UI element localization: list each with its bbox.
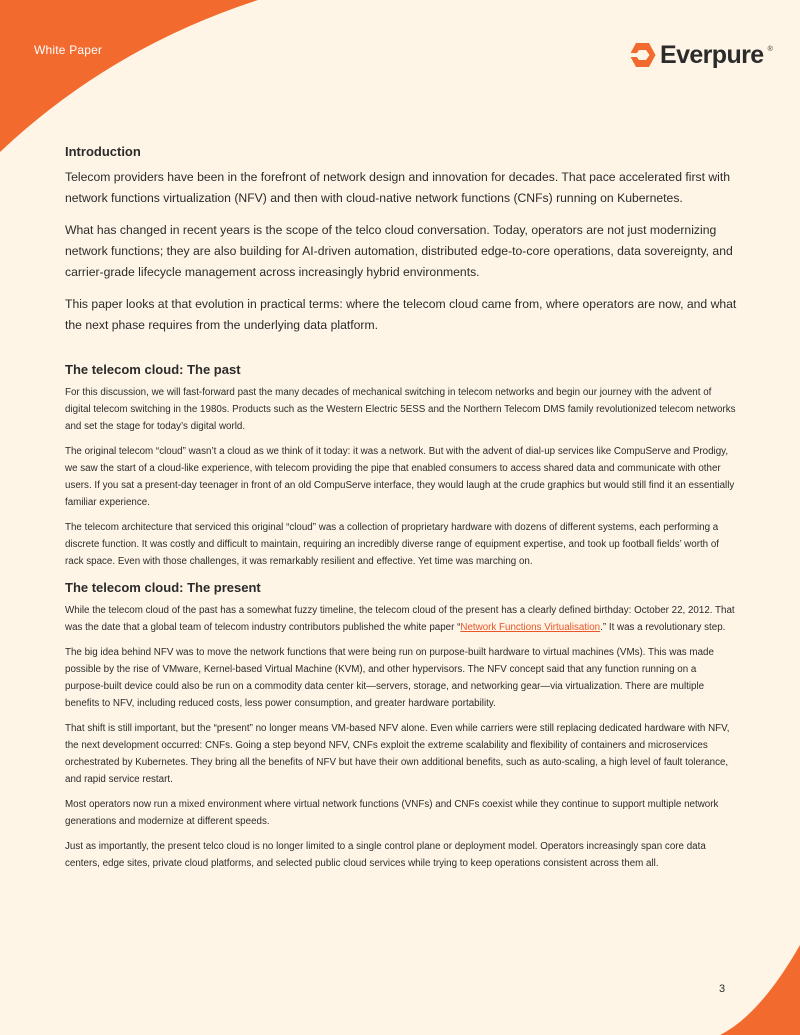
- past-paragraph: The telecom architecture that serviced this original “cloud” was a collection of proprietary hardware with dozens of different systems, each performing a discrete function. It was costly and difficult to maintain, requiring an incredibly diverse range of equipment expertise, and took up football fields’ worth of rack space. Even with those challenges, it was remarkably resilient and effective. Yet time was marching on.: [65, 521, 720, 567]
- logo-wordmark: Everpure: [660, 40, 764, 69]
- corner-decoration-top-left: [0, 0, 260, 155]
- past-paragraph: The original telecom “cloud” wasn’t a cloud as we think of it today: it was a network. But with the advent of dial-up services like CompuServe and Prodigy, we saw the start of a cloud-like experience, with telecom providing the pipe that enabled consumers to access shared data and communicate with other users. If you sat a present-day teenager in front of an old CompuServe interface, they would laugh at the crude graphics but would still find it an essentially familiar experience.: [65, 445, 735, 508]
- present-paragraph: The big idea behind NFV was to move the network functions that were being run on purpose-built hardware to virtual machines (VMs). This was made possible by the rise of VMware, Kernel-based Virtual Machine (KVM), and other hypervisors. The NFV concept said that any function running on a purpose-built device could also be run on a commodity data center kit—servers, storage, and networking gear—via virtualization. There are multiple benefits to NFV, including reduced costs, less power consumption, and greater hardware portability.: [65, 646, 714, 709]
- present-paragraph-text: While the telecom cloud of the past has a somewhat fuzzy timeline, the telecom cloud of the present has a clearly defined birthday: October 22, 2012. That was the date that a global team of telecom industry contributors published the white paper “: [65, 604, 735, 633]
- present-paragraph-text: .” It was a revolutionary step.: [600, 621, 726, 633]
- corner-decoration-bottom-right: [720, 945, 800, 1035]
- present-paragraph: Just as importantly, the present telco cloud is no longer limited to a single control plane or deployment model. Operators increasingly span core data centers, edge sites, private cloud platforms, and selected public cloud services while trying to keep operations consistent across them all.: [65, 840, 706, 869]
- present-paragraph: [65, 602, 737, 636]
- logo-trademark: ®: [767, 46, 773, 53]
- nfv-whitepaper-link[interactable]: Network Functions Virtualisation: [460, 621, 601, 633]
- intro-paragraph: This paper looks at that evolution in practical terms: where the telecom cloud came from, where operators are now, and what the next phase requires from the underlying data platform.: [65, 296, 737, 332]
- everpure-logo: [629, 42, 773, 68]
- present-paragraph: Most operators now run a mixed environment where virtual network functions (VNFs) and CNFs coexist while they continue to support multiple network generations and modernize at different speeds.: [65, 798, 719, 827]
- present-heading: The telecom cloud: The present: [65, 579, 261, 595]
- intro-paragraph: Telecom providers have been in the forefront of network design and innovation for decades. That pace accelerated first with network functions virtualization (NFV) and then with cloud-native network functions (CNFs) running on Kubernetes.: [65, 169, 731, 205]
- intro-heading: Introduction: [65, 144, 141, 159]
- past-paragraph: For this discussion, we will fast-forward past the many decades of mechanical switching in telecom networks and begin our journey with the advent of digital telecom switching in the 1980s. Products such as the Western Electric 5ESS and the Northern Telecom DMS family revolutionized telecom networks and set the stage for today’s digital world.: [65, 386, 736, 432]
- page-number: 3: [719, 983, 726, 995]
- main-content: [65, 140, 737, 880]
- document-type-label: White Paper: [34, 43, 103, 57]
- intro-paragraph: What has changed in recent years is the scope of the telco cloud conversation. Today, operators are not just modernizing network functions; they are also building for AI-driven automation, distributed edge-to-core operations, data sovereignty, and carrier-grade lifecycle management across increasingly hybrid environments.: [65, 222, 733, 279]
- everpure-hexagon-icon: [629, 42, 656, 68]
- present-paragraph: That shift is still important, but the “present” no longer means VM-based NFV alone. Even while carriers were still replacing dedicated hardware with NFV, the next development occurred: CNFs. Going a step beyond NFV, CNFs exploit the extreme scalability and flexibility of containers and microservices orchestrated by Kubernetes. They bring all the benefits of NFV but have their own additional benefits, such as auto-scaling, a high level of fault tolerance, and rapid service restart.: [65, 722, 730, 785]
- past-heading: The telecom cloud: The past: [65, 361, 241, 377]
